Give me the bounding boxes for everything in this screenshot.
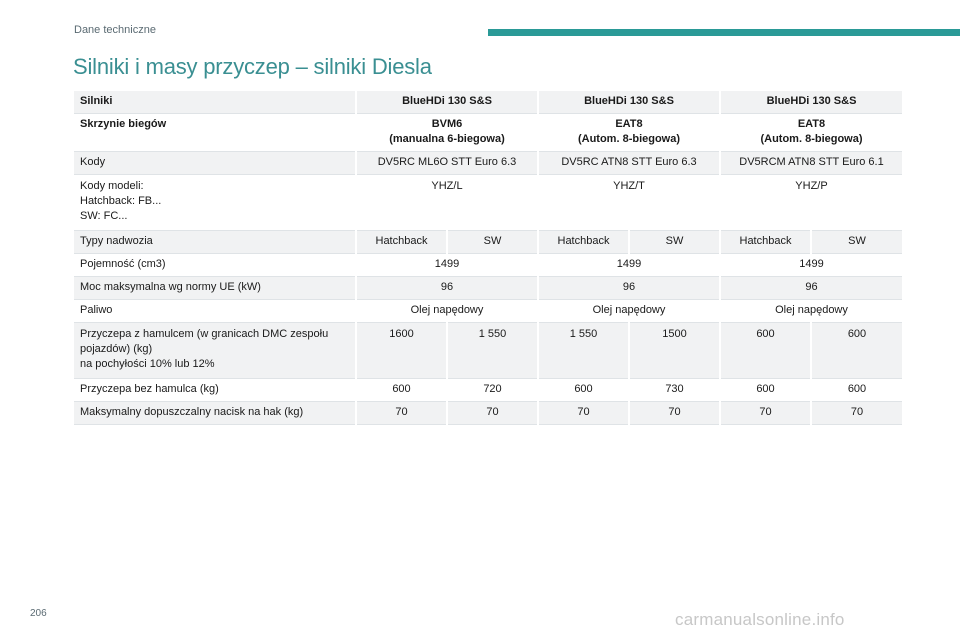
- unbraked-cell: 600: [538, 379, 629, 402]
- row-label: Skrzynie biegów: [74, 114, 356, 152]
- fuel-cell: Olej napędowy: [356, 300, 538, 323]
- gearbox-desc: (Autom. 8-biegowa): [577, 133, 681, 145]
- gearbox-desc: (Autom. 8-biegowa): [760, 133, 863, 145]
- code-cell: DV5RC ATN8 STT Euro 6.3: [538, 152, 720, 175]
- table-row-body-types: [74, 231, 902, 254]
- row-label-line: Hatchback: FB...: [80, 195, 162, 207]
- section-label: Dane techniczne: [74, 24, 156, 36]
- unbraked-cell: 600: [811, 379, 902, 402]
- braked-cell: 1600: [356, 323, 447, 379]
- row-label: Moc maksymalna wg normy UE (kW): [74, 277, 356, 300]
- table-row-braked-trailer: [74, 323, 902, 379]
- specs-table: [74, 91, 902, 425]
- braked-cell: 600: [720, 323, 811, 379]
- table-row-unbraked-trailer: [74, 379, 902, 402]
- row-label-line: Przyczepa z hamulcem (w granicach DMC zespołu: [80, 328, 329, 340]
- unbraked-cell: 720: [447, 379, 538, 402]
- fuel-cell: Olej napędowy: [720, 300, 902, 323]
- hitch-cell: 70: [811, 402, 902, 425]
- body-cell: SW: [447, 231, 538, 254]
- braked-cell: 1 550: [538, 323, 629, 379]
- braked-cell: 600: [811, 323, 902, 379]
- row-label: [74, 175, 356, 231]
- power-cell: 96: [538, 277, 720, 300]
- row-label: Paliwo: [74, 300, 356, 323]
- row-label: Maksymalny dopuszczalny nacisk na hak (kg): [74, 402, 356, 425]
- table-row-engines: [74, 91, 902, 114]
- body-cell: SW: [811, 231, 902, 254]
- gearbox-code: BVM6: [431, 118, 463, 130]
- capacity-cell: 1499: [356, 254, 538, 277]
- gearbox-desc: (manualna 6-biegowa): [389, 133, 505, 145]
- table-row-fuel: [74, 300, 902, 323]
- fuel-cell: Olej napędowy: [538, 300, 720, 323]
- power-cell: 96: [356, 277, 538, 300]
- hitch-cell: 70: [447, 402, 538, 425]
- unbraked-cell: 730: [629, 379, 720, 402]
- row-label-line: SW: FC...: [80, 210, 128, 222]
- page-number: 206: [30, 608, 47, 619]
- hitch-cell: 70: [629, 402, 720, 425]
- unbraked-cell: 600: [356, 379, 447, 402]
- gearbox-cell: [356, 114, 538, 152]
- body-cell: SW: [629, 231, 720, 254]
- braked-cell: 1500: [629, 323, 720, 379]
- capacity-cell: 1499: [538, 254, 720, 277]
- gearbox-cell: [720, 114, 902, 152]
- power-cell: 96: [720, 277, 902, 300]
- section-accent-bar: [488, 29, 960, 36]
- hitch-cell: 70: [538, 402, 629, 425]
- capacity-cell: 1499: [720, 254, 902, 277]
- row-label-line: Kody modeli:: [80, 180, 144, 192]
- code-cell: DV5RCM ATN8 STT Euro 6.1: [720, 152, 902, 175]
- page-title: Silniki i masy przyczep – silniki Diesla: [73, 54, 432, 79]
- table-row-power: [74, 277, 902, 300]
- model-code-cell: YHZ/T: [538, 175, 720, 231]
- engine-cell: BlueHDi 130 S&S: [538, 91, 720, 114]
- body-cell: Hatchback: [356, 231, 447, 254]
- gearbox-cell: [538, 114, 720, 152]
- row-label: [74, 323, 356, 379]
- code-cell: DV5RC ML6O STT Euro 6.3: [356, 152, 538, 175]
- table-row-capacity: [74, 254, 902, 277]
- row-label: Przyczepa bez hamulca (kg): [74, 379, 356, 402]
- row-label: Typy nadwozia: [74, 231, 356, 254]
- watermark: carmanualsonline.info: [675, 610, 845, 629]
- gearbox-code: EAT8: [797, 118, 826, 130]
- row-label: Pojemność (cm3): [74, 254, 356, 277]
- model-code-cell: YHZ/L: [356, 175, 538, 231]
- table-row-gearboxes: [74, 114, 902, 152]
- table-row-hitch-load: [74, 402, 902, 425]
- table-row-model-codes: [74, 175, 902, 231]
- row-label: Silniki: [74, 91, 356, 114]
- gearbox-code: EAT8: [615, 118, 643, 130]
- row-label-line: pojazdów) (kg): [80, 343, 153, 355]
- model-code-cell: YHZ/P: [720, 175, 902, 231]
- body-cell: Hatchback: [538, 231, 629, 254]
- row-label-line: na pochyłości 10% lub 12%: [80, 358, 215, 370]
- hitch-cell: 70: [356, 402, 447, 425]
- body-cell: Hatchback: [720, 231, 811, 254]
- hitch-cell: 70: [720, 402, 811, 425]
- row-label: Kody: [74, 152, 356, 175]
- unbraked-cell: 600: [720, 379, 811, 402]
- table-row-codes: [74, 152, 902, 175]
- engine-cell: BlueHDi 130 S&S: [356, 91, 538, 114]
- braked-cell: 1 550: [447, 323, 538, 379]
- engine-cell: BlueHDi 130 S&S: [720, 91, 902, 114]
